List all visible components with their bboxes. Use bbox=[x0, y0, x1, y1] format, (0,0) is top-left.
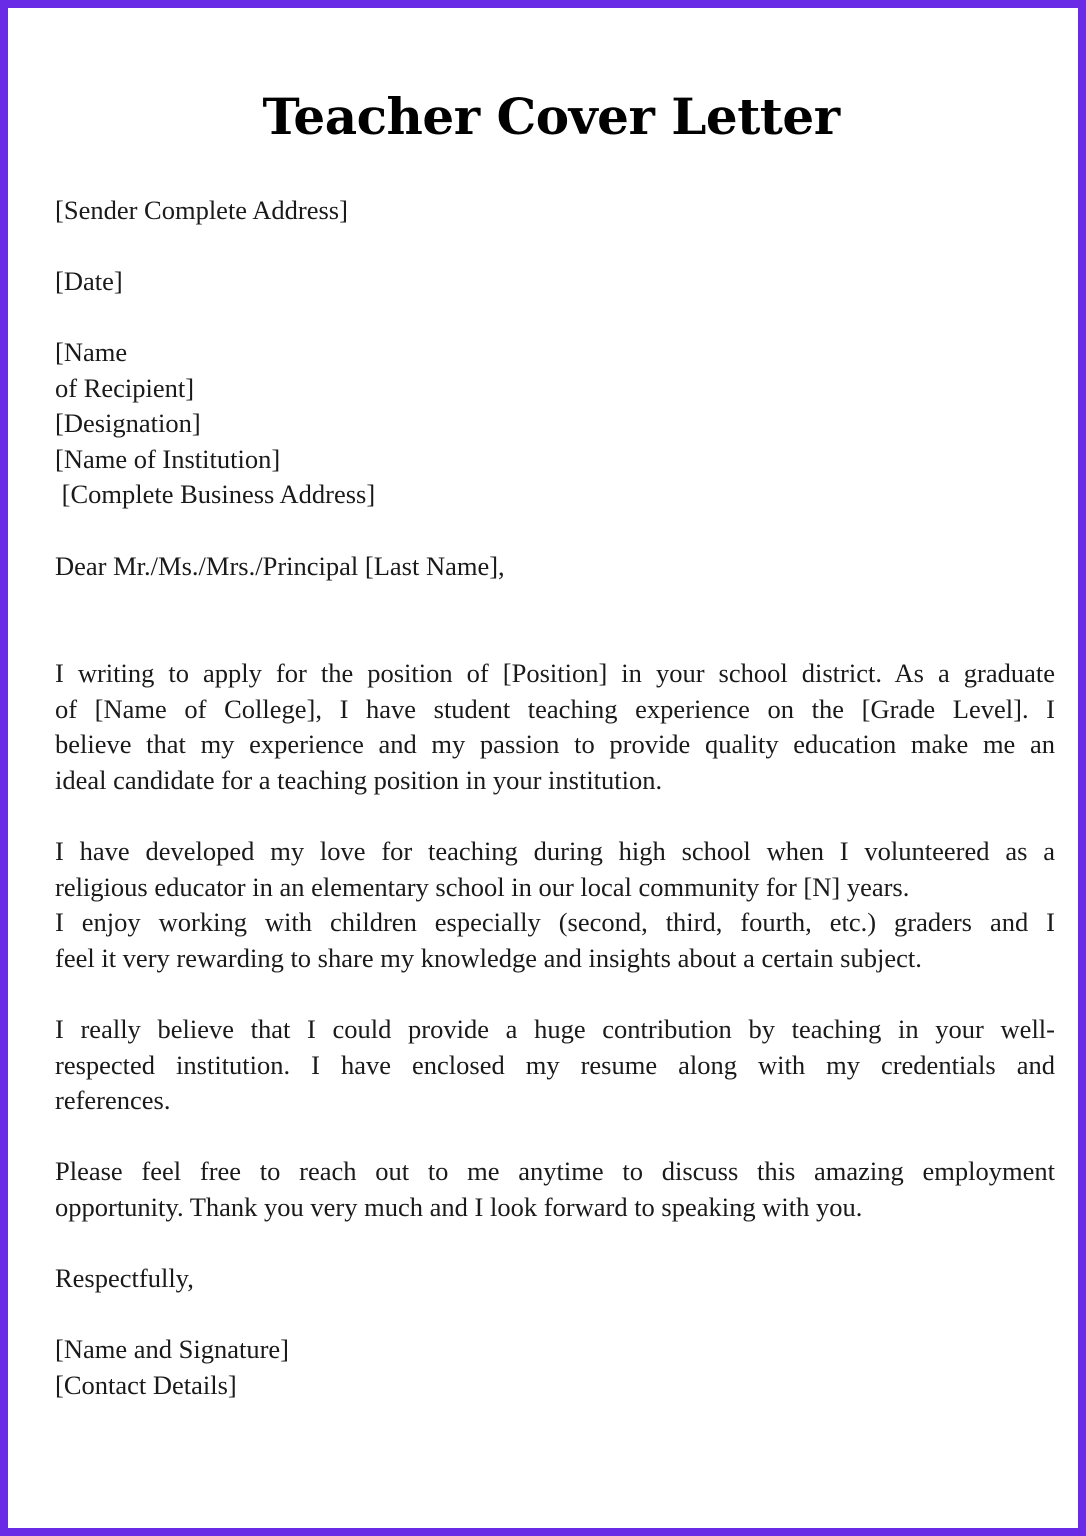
paragraph-line: respected institution. I have enclosed my resume along with my credentials and bbox=[55, 1049, 1055, 1080]
closing-block bbox=[55, 1261, 1055, 1297]
paragraph-line: Please feel free to reach out to me anytime to discuss this amazing employment bbox=[55, 1156, 1055, 1186]
salutation-block bbox=[55, 549, 1055, 585]
page-title: Teacher Cover Letter bbox=[262, 87, 840, 146]
paragraph-line: religious educator in an elementary school in our local community for [N] years. bbox=[55, 871, 910, 902]
paragraph-line: opportunity. Thank you very much and I look forward to speaking with you. bbox=[55, 1191, 863, 1222]
salutation: Dear Mr./Ms./Mrs./Principal [Last Name], bbox=[55, 551, 505, 581]
paragraph-line: believe that my experience and my passion to provide quality education make me an bbox=[55, 729, 1055, 760]
paragraph-line: references. bbox=[55, 1085, 171, 1116]
letter-date: [Date] bbox=[55, 266, 123, 296]
paragraph-line: ideal candidate for a teaching position in your institution. bbox=[55, 764, 663, 795]
recipient-address: [Complete Business Address] bbox=[55, 479, 376, 510]
paragraph-1 bbox=[55, 656, 1055, 798]
contact-details: [Contact Details] bbox=[55, 1369, 237, 1400]
closing: Respectfully, bbox=[55, 1263, 194, 1293]
paragraph-4 bbox=[55, 1154, 1055, 1225]
paragraph-line: I enjoy working with children especially (second, third, fourth, etc.) graders and I bbox=[55, 907, 1055, 938]
recipient-block bbox=[55, 335, 1055, 513]
recipient-name-line-2: of Recipient] bbox=[55, 372, 195, 403]
paragraph-2 bbox=[55, 834, 1055, 976]
paragraph-line: I writing to apply for the position of [Position] in your school district. As a graduate bbox=[55, 658, 1055, 688]
date-block bbox=[55, 264, 1055, 300]
recipient-name-line-1: [Name bbox=[55, 337, 128, 367]
recipient-institution: [Name of Institution] bbox=[55, 443, 281, 474]
paragraph-line: I have developed my love for teaching during high school when I volunteered as a bbox=[55, 836, 1055, 866]
paragraph-line: feel it very rewarding to share my knowledge and insights about a certain subject. bbox=[55, 942, 922, 973]
sender-address: [Sender Complete Address] bbox=[55, 195, 348, 225]
paragraph-line: of [Name of College], I have student teaching experience on the [Grade Level]. I bbox=[55, 693, 1055, 724]
sender-address-block bbox=[55, 193, 1055, 229]
signature-block bbox=[55, 1332, 1055, 1403]
paragraph-line: I really believe that I could provide a huge contribution by teaching in your well- bbox=[55, 1014, 1055, 1044]
signature-placeholder: [Name and Signature] bbox=[55, 1334, 289, 1364]
recipient-designation: [Designation] bbox=[55, 408, 201, 439]
paragraph-3 bbox=[55, 1012, 1055, 1119]
